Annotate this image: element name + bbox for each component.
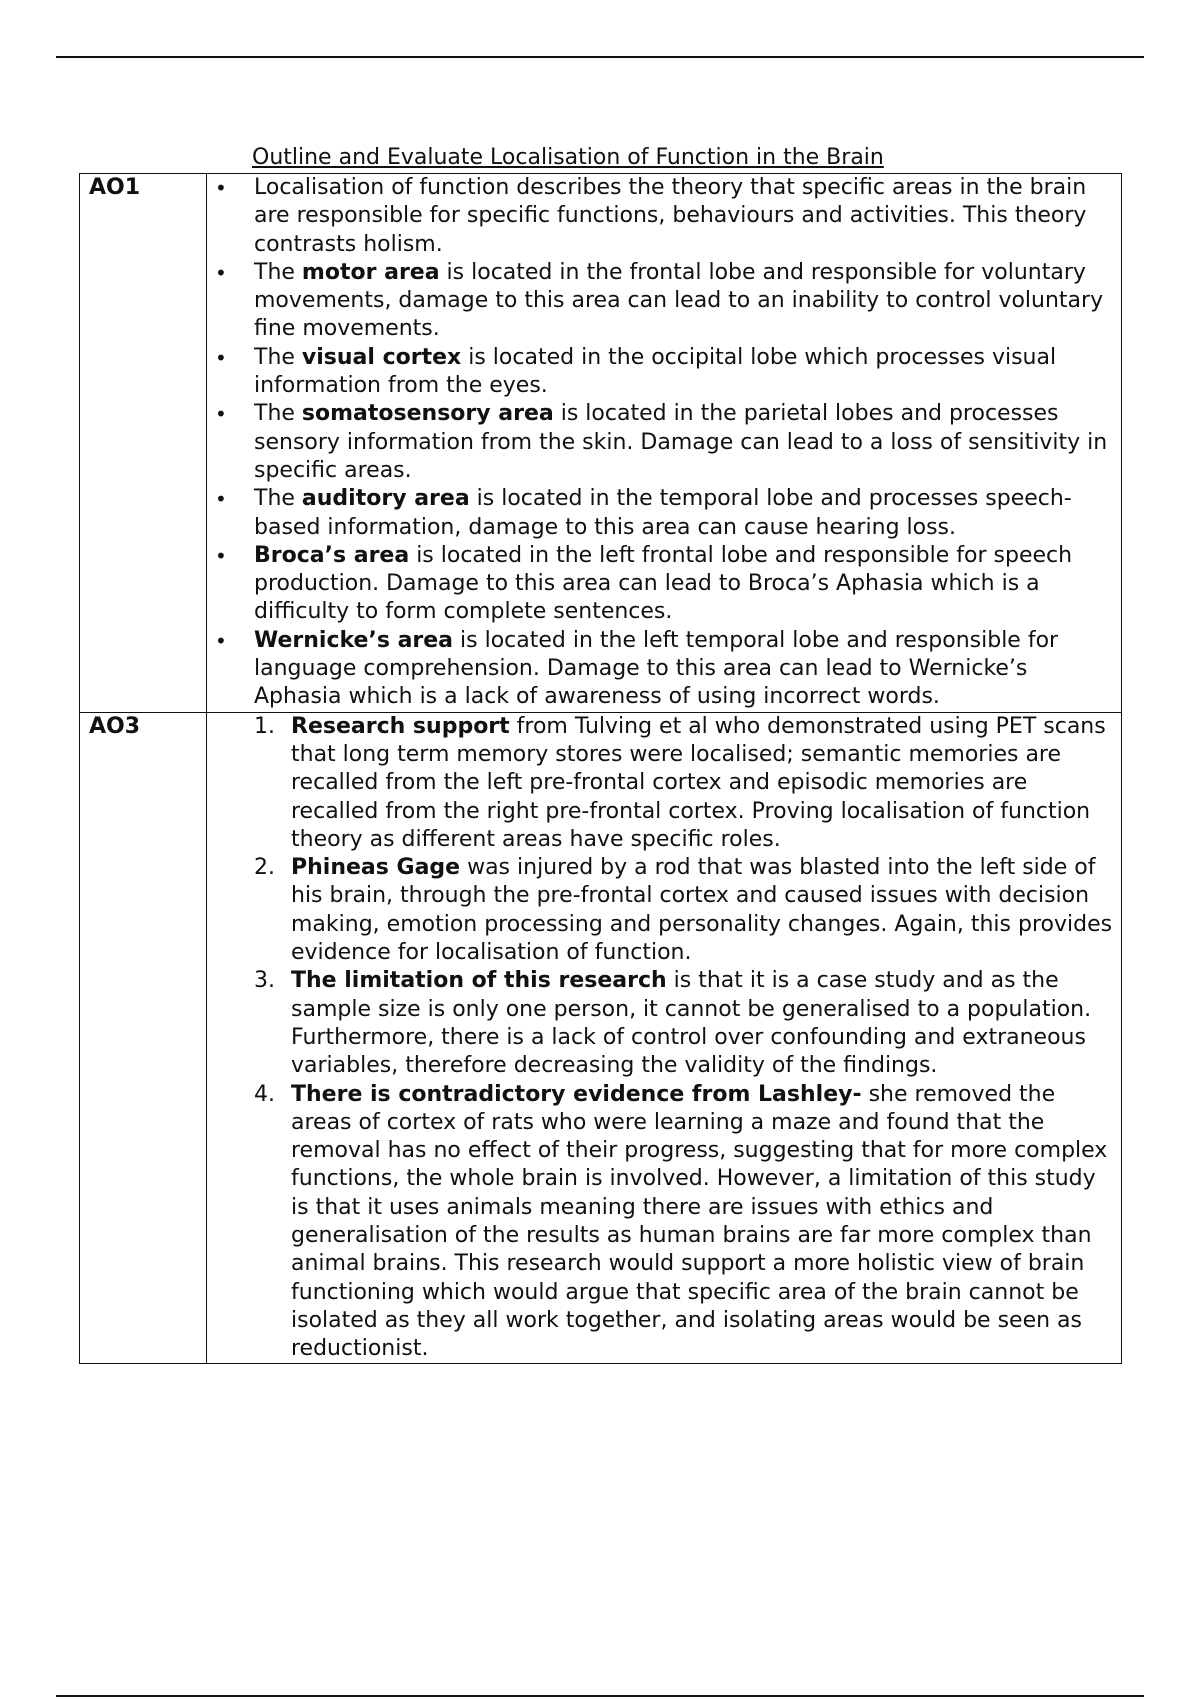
ao3-content — [207, 712, 1122, 1364]
ao1-point: • The somatosensory area is located in the parietal lobes and processes sensory information from the skin. Damage can lead to a loss of sensitivity in specific areas. — [215, 401, 1108, 483]
ao3-point: 4. There is contradictory evidence from Lashley- she removed the areas of cortex of rats who were learning a maze and found that the removal has no effect of their progress, suggesting that for more complex functions, the whole brain is involved. However, a limitation of this study is that it uses animals meaning there are issues with ethics and generalisation of the results as human brains are far more complex than animal brains. This research would support a more holistic view of brain functioning which would argue that specific area of the brain cannot be isolated as they all work together, and isolating areas would be seen as reductionist. — [254, 1081, 1108, 1362]
footer-rule — [56, 1695, 1144, 1697]
ao1-point: • Wernicke’s area is located in the left temporal lobe and responsible for language comprehension. Damage to this area can lead to Wernicke’s Aphasia which is a lack of awareness of using incorrect words. — [215, 627, 1059, 710]
ao1-bullet-list — [207, 174, 1121, 712]
bullet-icon: • — [215, 176, 227, 200]
ao1-row — [80, 174, 1122, 713]
list-number: 2. — [254, 855, 275, 881]
list-number: 4. — [254, 1081, 275, 1107]
ao1-label: AO1 — [80, 174, 207, 713]
bullet-icon: • — [215, 345, 227, 370]
bullet-icon: • — [215, 260, 227, 285]
header-rule — [56, 56, 1144, 58]
ao1-content — [207, 174, 1122, 713]
bullet-icon: • — [215, 402, 227, 427]
ao1-point: • The motor area is located in the frontal lobe and responsible for voluntary movements, damage to this area can lead to an inability to control voluntary fine movements. — [215, 259, 1104, 342]
ao1-point: • The visual cortex is located in the occipital lobe which processes visual information from the eyes. — [215, 344, 1057, 399]
ao3-label: AO3 — [80, 712, 207, 1364]
ao1-point: • Localisation of function describes the theory that specific areas in the brain are responsible for specific functions, behaviours and activities. This theory contrasts holism. — [215, 175, 1087, 257]
ao1-point: • Broca’s area is located in the left frontal lobe and responsible for speech production. Damage to this area can lead to Broca’s Aphasia which is a difficulty to form complete sentences. — [215, 542, 1073, 625]
ao3-point: 1. Research support from Tulving et al who demonstrated using PET scans that long term memory stores were localised; semantic memories are recalled from the left pre-frontal cortex and episodic memories are recalled from the right pre-frontal cortex. Proving localisation of function theory as different areas have specific roles. — [254, 713, 1106, 852]
essay-plan-table — [79, 173, 1122, 1364]
bullet-icon: • — [215, 487, 227, 512]
bullet-icon: • — [215, 628, 227, 653]
ao3-row — [80, 712, 1122, 1364]
ao3-point: 2. Phineas Gage was injured by a rod that was blasted into the left side of his brain, through the pre-frontal cortex and caused issues with decision making, emotion processing and personality changes. Again, this provides evidence for localisation of function. — [254, 855, 1113, 966]
ao3-numbered-list — [207, 713, 1121, 1364]
ao1-point: • The auditory area is located in the temporal lobe and processes speech-based information, damage to this area can cause hearing loss. — [215, 486, 1072, 540]
document-title: Outline and Evaluate Localisation of Function in the Brain — [252, 145, 884, 170]
list-number: 3. — [254, 968, 275, 994]
list-number: 1. — [254, 713, 275, 739]
bullet-icon: • — [215, 543, 227, 568]
ao3-point: 3. The limitation of this research is that it is a case study and as the sample size is only one person, it cannot be generalised to a population. Furthermore, there is a lack of control over confounding and extraneous variables, therefore decreasing the validity of the findings. — [254, 968, 1092, 1079]
